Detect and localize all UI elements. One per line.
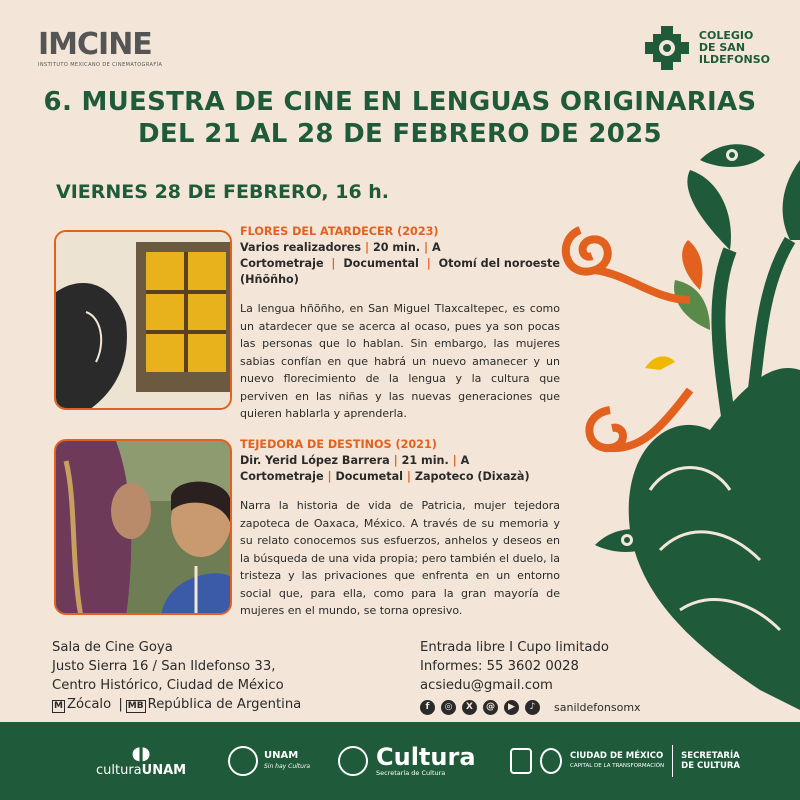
film-meta-line1: Dir. Yerid López Barrera | 21 min. | A <box>240 454 470 467</box>
venue-info <box>52 638 301 714</box>
metro-station-1: Zócalo <box>66 697 112 712</box>
colegio-logo <box>643 24 770 72</box>
event-info <box>420 638 641 717</box>
film-duration: 20 min. <box>372 241 421 254</box>
phone-text: Informes: 55 3602 0028 <box>420 659 579 674</box>
cultura-unam-logo <box>96 722 186 800</box>
imcine-subtitle: INSTITUTO MEXICANO DE CINEMATOGRAFÍA <box>38 62 163 68</box>
divider <box>672 745 673 777</box>
venue-address: Justo Sierra 16 / San Ildefonso 33, <box>52 659 276 674</box>
x-icon[interactable]: X <box>462 700 477 715</box>
colegio-line2: DE SAN <box>698 41 746 54</box>
film-director: Varios realizadores <box>240 241 362 254</box>
film-genre: Documetal <box>335 470 403 483</box>
metro-station-2: República de Argentina <box>147 697 302 712</box>
film-meta-line2: Cortometraje | Documetal | Zapoteco (Dixazà) <box>240 470 530 483</box>
film-genre: Documental <box>343 257 419 270</box>
metrobus-icon: MB <box>127 701 144 711</box>
sponsor-footer <box>0 722 800 800</box>
unam-text: UNAM <box>264 750 299 761</box>
film-language-native: (Hñõñho) <box>240 273 299 286</box>
film-description: Narra la historia de vida de Patricia, mujer tejedora zapoteca de Oaxaca, México. A través de su memoria y su relato conocemos sus esfuerzos, anhelos y deseos en la búsqueda de una vida propia; pero también el duelo, la tristeza y las privaciones que enfrenta en un entorno social que, para ella, como para la gran mayoría de mujeres en el mundo, se torna opresivo. <box>240 499 560 617</box>
cultura-unam-a: cultura <box>96 762 142 778</box>
film-still-tejedora <box>54 439 232 615</box>
cdmx-emblem-icon <box>540 748 562 774</box>
film-still-flores <box>54 230 232 410</box>
metro-icon: M <box>54 701 63 711</box>
cdmx-logo <box>510 722 740 800</box>
film-title: FLORES DEL ATARDECER (2023) <box>240 225 439 238</box>
cultura-unam-b: UNAM <box>141 762 187 778</box>
cdmx-line1: CIUDAD DE MÉXICO <box>570 751 664 761</box>
cdmx-line2: CAPITAL DE LA TRANSFORMACIÓN <box>570 763 665 769</box>
cultura-subtitle: Secretaría de Cultura <box>376 769 446 777</box>
film-meta-line2: Cortometraje | Documental | Otomí del noroeste <box>240 257 560 270</box>
youtube-icon[interactable]: ▶ <box>504 700 519 715</box>
cdmx-shield-icon <box>510 748 532 774</box>
secretaria-cultura-logo <box>338 722 476 800</box>
secretaria-line1: SECRETARÍA <box>681 751 740 761</box>
unam-logo <box>228 722 310 800</box>
unam-seal-icon <box>228 746 258 776</box>
cultura-text: Cultura <box>376 743 476 771</box>
film-rating: A <box>460 454 470 467</box>
title-line2: DEL 21 AL 28 DE FEBRERO DE 2025 <box>138 119 662 149</box>
film-title: TEJEDORA DE DESTINOS (2021) <box>240 438 437 451</box>
threads-icon[interactable]: @ <box>483 700 498 715</box>
email-link[interactable]: acsiedu@gmail.com <box>420 678 553 693</box>
cultura-unam-icon: ◖◗ <box>131 742 151 764</box>
venue-name: Sala de Cine Goya <box>52 640 173 655</box>
venue-city: Centro Histórico, Ciudad de México <box>52 678 284 693</box>
film-still-window-icon <box>56 232 232 410</box>
film-tejedora-details <box>240 437 560 620</box>
film-meta-line1: Varios realizadores | 20 min. | A <box>240 241 441 254</box>
film-director: Dir. Yerid López Barrera <box>240 454 390 467</box>
social-handle[interactable]: sanildefonsomx <box>554 701 641 714</box>
secretaria-line2: DE CULTURA <box>681 761 740 771</box>
entry-text: Entrada libre I Cupo limitado <box>420 640 609 655</box>
social-links <box>420 698 641 717</box>
screening-date: VIERNES 28 DE FEBRERO, 16 h. <box>56 181 390 203</box>
film-description: La lengua hñõñho, en San Miguel Tlaxcaltepec, es como un atardecer que se acerca al ocaso, pues ya son pocas las personas que lo hablan. Sin embargo, las mujeres sabias confían en que habrá un nuevo amanecer y un nuevo florecimiento de la lengua y la cultura que perviven en las niñas y las nuevas generaciones que quieren hablarla y aprenderla. <box>240 302 560 420</box>
title-line1: 6. MUESTRA DE CINE EN LENGUAS ORIGINARIAS <box>43 87 757 117</box>
colegio-line1: COLEGIO <box>698 29 754 42</box>
heart-illustration-icon <box>560 130 800 710</box>
film-format: Cortometraje <box>240 470 324 483</box>
tiktok-icon[interactable]: ♪ <box>525 700 540 715</box>
unam-motto: Sin hay Cultura <box>264 763 311 770</box>
film-still-portrait-icon <box>56 441 232 615</box>
colegio-emblem-icon <box>643 24 691 72</box>
film-language: Zapoteco (Dixazà) <box>414 470 530 483</box>
imcine-logo <box>38 27 163 68</box>
facebook-icon[interactable]: f <box>420 700 435 715</box>
film-language: Otomí del noroeste <box>438 257 560 270</box>
venue-metro: M Zócalo | MB República de Argentina <box>54 697 302 712</box>
film-duration: 21 min. <box>401 454 449 467</box>
mexico-seal-icon <box>338 746 368 776</box>
instagram-icon[interactable]: ◎ <box>441 700 456 715</box>
film-format: Cortometraje <box>240 257 324 270</box>
colegio-line3: ILDEFONSO <box>698 53 770 66</box>
imcine-wordmark: IMCINE <box>38 27 152 62</box>
film-rating: A <box>432 241 441 254</box>
film-flores-details <box>240 224 560 423</box>
